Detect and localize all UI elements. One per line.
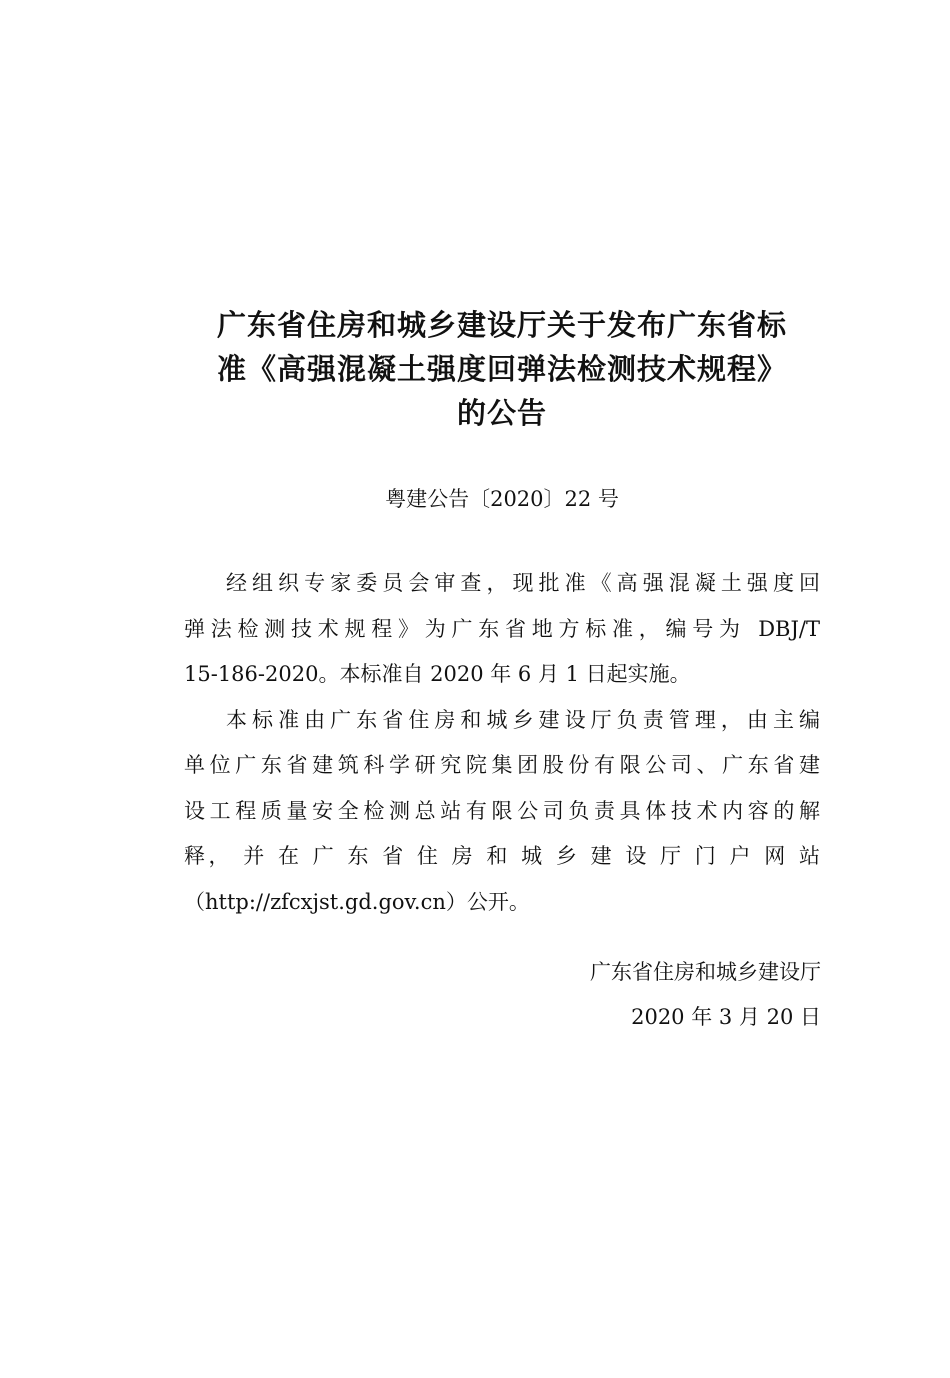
title-line-1: 广东省住房和城乡建设厅关于发布广东省标 (216, 308, 787, 342)
paragraph-line: 本标准由广东省住房和城乡建设厅负责管理，由主编 (226, 707, 820, 732)
paragraph-line: 单位广东省建筑科学研究院集团股份有限公司、广东省建 (184, 753, 820, 777)
document-body (184, 561, 820, 925)
paragraph-approval (184, 561, 820, 698)
issuer-name: 广东省住房和城乡建设厅 (590, 960, 821, 984)
paragraph-line: 弹法检测技术规程》为广东省地方标准，编号为 DBJ/T (184, 616, 820, 641)
paragraph-line: 15-186-2020。本标准自 2020 年 6 月 1 日起实施。 (184, 662, 691, 686)
signature-block (590, 950, 821, 1040)
title-line-2: 准《高强混凝土强度回弹法检测技术规程》 (216, 352, 787, 386)
title-line-3: 的公告 (456, 396, 547, 430)
issue-date: 2020 年 3 月 20 日 (631, 1005, 821, 1029)
paragraph-management (184, 698, 820, 926)
document-number: 粤建公告〔2020〕22 号 (385, 487, 619, 511)
paragraph-line: 经组织专家委员会审查，现批准《高强混凝土强度回 (226, 571, 820, 595)
paragraph-line: （http://zfcxjst.gd.gov.cn）公开。 (184, 889, 530, 914)
paragraph-line: 释， 并 在 广 东 省 住 房 和 城 乡 建 设 厅 门 户 网 站 (184, 844, 820, 868)
paragraph-line: 设工程质量安全检测总站有限公司负责具体技术内容的解 (184, 798, 820, 823)
document-title (182, 303, 822, 435)
